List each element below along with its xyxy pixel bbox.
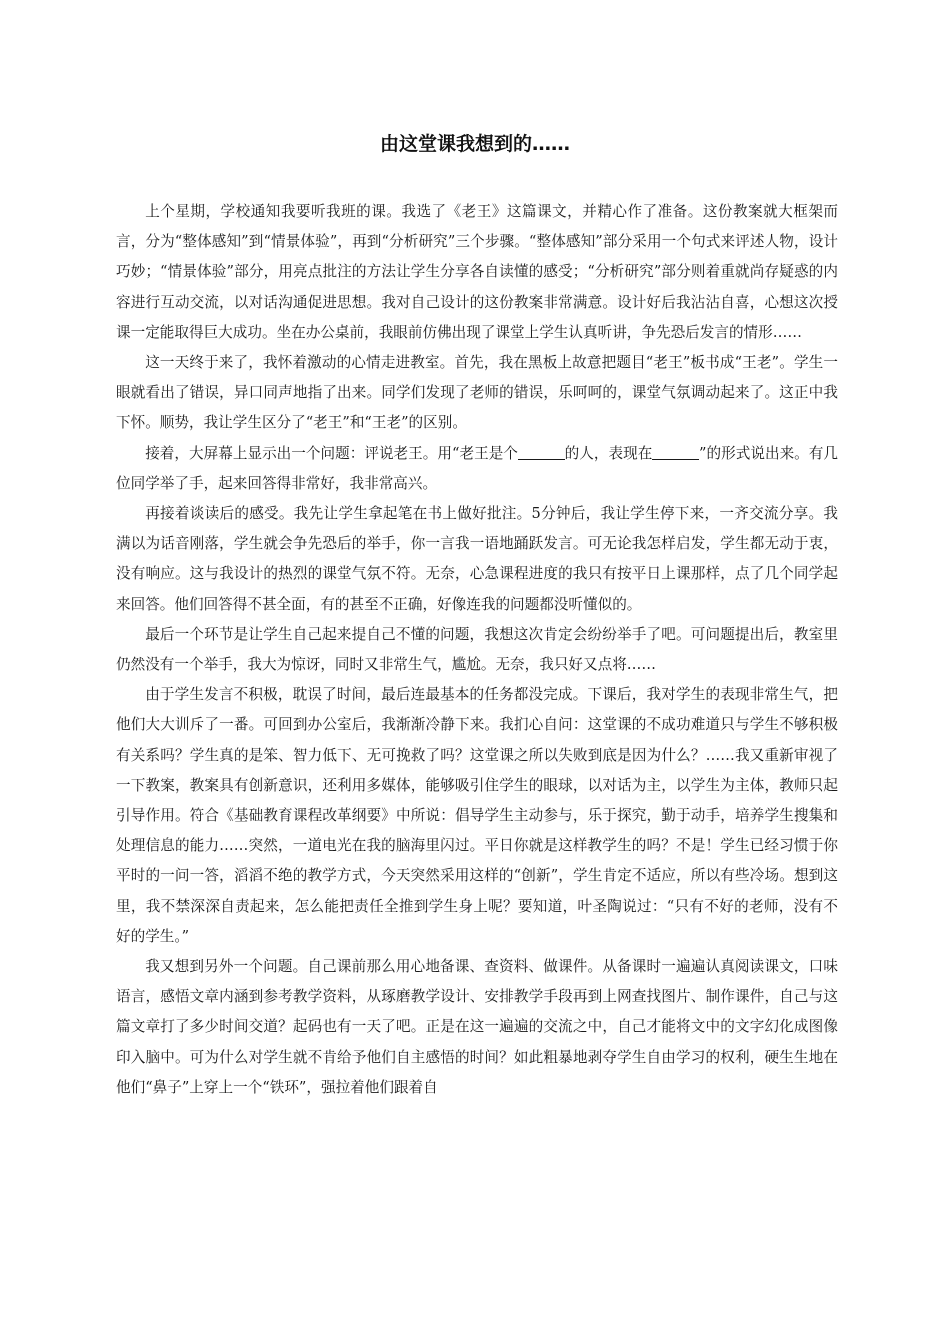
paragraph-2: 这一天终于来了，我怀着激动的心情走进教室。首先，我在黑板上故意把题目“老王”板书成“王老”。学生一眼就看出了错误，异口同声地指了出来。同学们发现了老师的错误，乐呵呵的，课堂气氛调动起来了。这正中我下怀。顺势，我让学生区分了“老王”和“王老”的区别。	[116, 354, 838, 432]
paragraph-3-part2: 的人，表现在	[564, 444, 653, 462]
paragraph-4: 再接着谈读后的感受。我先让学生拿起笔在书上做好批注。5分钟后，我让学生停下来，一齐交流分享。我满以为话音刚落，学生就会争先恐后的举手，你一言我一语地踊跃发言。可无论我怎样启发，学生都无动于衷，没有响应。这与我设计的热烈的课堂气氛不符。无奈，心急课程进度的我只有按平日上课那样，点了几个同学起来回答。他们回答得不甚全面，有的甚至不正确，好像连我的问题都没听懂似的。	[116, 505, 838, 613]
paragraph-3-part1: 接着，大屏幕上显示出一个问题：评说老王。用“老王是个	[145, 444, 518, 462]
document-title: 由这堂课我想到的……	[379, 133, 570, 155]
paragraph-5: 最后一个环节是让学生自己起来提自己不懂的问题，我想这次肯定会纷纷举手了吧。可问题提出后，教室里仍然没有一个举手，我大为惊讶，同时又非常生气，尴尬。无奈，我只好又点将……	[116, 625, 838, 674]
paragraph-6: 由于学生发言不积极，耽误了时间，最后连最基本的任务都没完成。下课后，我对学生的表现非常生气，把他们大大训斥了一番。可回到办公室后，我渐渐冷静下来。我扪心自问：这堂课的不成功难道只与学生不够积极有关系吗？学生真的是笨、智力低下、无可挽救了吗？这堂课之所以失败到底是因为什么？……我又重新审视了一下教案，教案具有创新意识，还利用多媒体，能够吸引住学生的眼球，以对话为主，以学生为主体，教师只起引导作用。符合《基础教育课程改革纲要》中所说：倡导学生主动参与，乐于探究，勤于动手，培养学生搜集和处理信息的能力……突然，一道电光在我的脑海里闪过。平日你就是这样教学生的吗？不是！学生已经习惯于你平时的一问一答，滔滔不绝的教学方式，今天突然采用这样的“创新”，学生肯定不适应，所以有些冷场。想到这里，我不禁深深自责起来，怎么能把责任全推到学生身上呢？要知道，叶圣陶说过：“只有不好的老师，没有不好的学生。”	[116, 686, 838, 945]
paragraph-3-part3: ”的形式说出来。有几位同学举了手，起来回答得非常好，我非常高兴。	[116, 444, 838, 492]
fill-in-blank-1	[518, 444, 565, 460]
document-body	[116, 197, 838, 1103]
paragraph-7: 我又想到另外一个问题。自己课前那么用心地备课、查资料、做课件。从备课时一遍遍认真阅读课文，口味语言，感悟文章内涵到参考教学资料，从琢磨教学设计、安排教学手段再到上网查找图片、制作课件，自己与这篇文章打了多少时间交道？起码也有一天了吧。正是在这一遍遍的交流之中，自己才能将文中的文字幻化成图像印入脑中。可为什么对学生就不肯给予他们自主感悟的时间？如此粗暴地剥夺学生自由学习的权利，硬生生地在他们“鼻子”上穿上一个“铁环”，强拉着他们跟着自	[116, 958, 838, 1096]
fill-in-blank-2	[652, 444, 699, 460]
paragraph-3	[116, 439, 838, 499]
paragraph-1: 上个星期，学校通知我要听我班的课。我选了《老王》这篇课文，并精心作了准备。这份教案就大框架而言，分为“整体感知”到“情景体验”，再到“分析研究”三个步骤。“整体感知”部分采用一个句式来评述人物，设计巧妙；“情景体验”部分，用亮点批注的方法让学生分享各自读懂的感受；“分析研究”部分则着重就尚存疑惑的内容进行互动交流，以对话沟通促进思想。我对自己设计的这份教案非常满意。设计好后我沾沾自喜，心想这次授课一定能取得巨大成功。坐在办公桌前，我眼前仿佛出现了课堂上学生认真听讲，争先恐后发言的情形……	[116, 203, 838, 341]
